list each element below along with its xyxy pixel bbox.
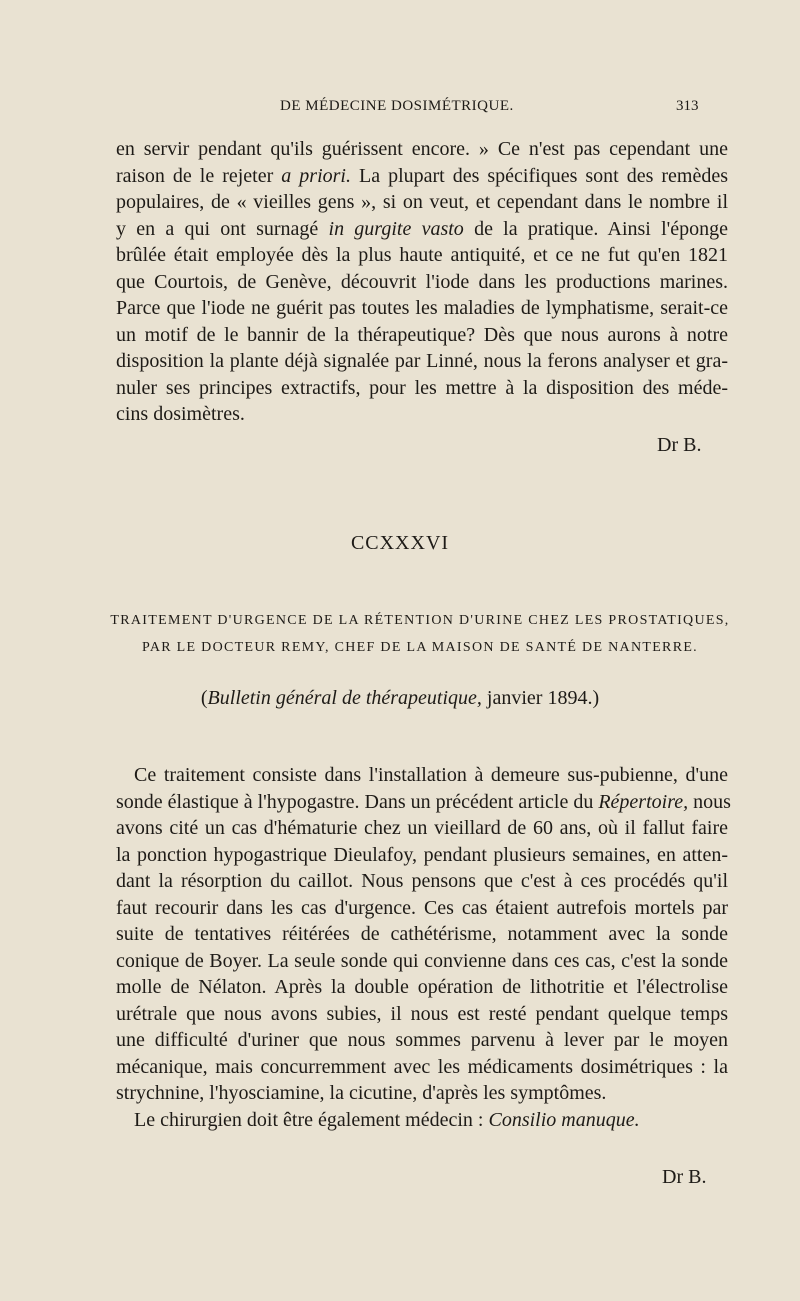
- article-2-body: [116, 762, 731, 1133]
- text-line: strychnine, l'hyosciamine, la cicutine, d'après les symptômes.: [116, 1082, 607, 1104]
- signature: Dr B.: [657, 434, 702, 456]
- text-line: que Courtois, de Genève, découvrit l'iode dans les productions marines.: [116, 270, 728, 293]
- text-line: disposition la plante déjà signalée par Linné, nous la ferons analyser et gra-: [116, 350, 728, 372]
- text-line: urétrale que nous avons subies, il nous est resté pendant quelque temps: [116, 1002, 728, 1025]
- article-title-line: TRAITEMENT D'URGENCE DE LA RÉTENTION D'URINE CHEZ LES PROSTATIQUES,: [110, 613, 730, 628]
- article-1-body: [116, 136, 728, 428]
- article-title-line: PAR LE DOCTEUR REMY, CHEF DE LA MAISON DE SANTÉ DE NANTERRE.: [142, 640, 698, 655]
- text-line: populaires, de « vieilles gens », si on veut, et cependant dans le nombre il: [116, 191, 728, 213]
- text-line: Ce traitement consiste dans l'installation à demeure sus-pubienne, d'une: [134, 764, 728, 786]
- text-line: la ponction hypogastrique Dieulafoy, pendant plusieurs semaines, en atten-: [116, 843, 728, 866]
- text-line: une difficulté d'uriner que nous sommes parvenu à lever par le moyen: [116, 1029, 728, 1051]
- text-line: dant la résorption du caillot. Nous pensons que c'est à ces procédés qu'il: [116, 870, 728, 892]
- page-number: 313: [676, 98, 699, 114]
- text-line: Parce que l'iode ne guérit pas toutes les maladies de lymphatisme, serait-ce: [116, 297, 728, 319]
- text-line: mécanique, mais concurremment avec les médicaments dosimétriques : la: [116, 1055, 728, 1078]
- text-line: avons cité un cas d'hématurie chez un vieillard de 60 ans, où il fallut faire: [116, 817, 728, 839]
- text-line: sonde élastique à l'hypogastre. Dans un précédent article du Répertoire, nous: [116, 790, 731, 813]
- text-line: conique de Boyer. La seule sonde qui convienne dans ces cas, c'est la sonde: [116, 949, 728, 972]
- running-head: DE MÉDECINE DOSIMÉTRIQUE.: [280, 98, 514, 114]
- text-line: faut recourir dans les cas d'urgence. Ces cas étaient autrefois mortels par: [116, 896, 728, 919]
- text-line: raison de le rejeter a priori. La plupart des spécifiques sont des remèdes: [116, 164, 729, 187]
- text-line: molle de Nélaton. Après la double opération de lithotritie et l'électrolise: [116, 976, 728, 998]
- source-citation: (Bulletin général de thérapeutique, janvier 1894.): [200, 687, 600, 709]
- text-line: suite de tentatives réitérées de cathétérisme, notamment avec la sonde: [116, 923, 728, 945]
- text-line: nuler ses principes extractifs, pour les mettre à la disposition des méde-: [116, 376, 728, 399]
- text-line: un motif de le bannir de la thérapeutique? Dès que nous aurons à notre: [116, 323, 728, 346]
- italic-phrase: a priori.: [281, 164, 351, 187]
- signature: Dr B.: [662, 1166, 707, 1188]
- italic-phrase: Répertoire,: [598, 790, 689, 813]
- text-line: cins dosimètres.: [116, 403, 245, 425]
- section-number: CCXXXVI: [350, 532, 450, 554]
- italic-phrase: Consilio manuque.: [488, 1108, 640, 1131]
- text-line: en servir pendant qu'ils guérissent encore. » Ce n'est pas cependant une: [116, 138, 728, 160]
- text-line: Le chirurgien doit être également médecin : Consilio manuque.: [134, 1108, 640, 1131]
- italic-phrase: in gurgite vasto: [328, 217, 464, 240]
- journal-name: Bulletin général de thérapeutique,: [207, 687, 482, 709]
- text-line: brûlée était employée dès la plus haute antiquité, et ce ne fut qu'en 1821: [116, 244, 728, 266]
- text-line: y en a qui ont surnagé in gurgite vasto de la pratique. Ainsi l'éponge: [116, 217, 729, 240]
